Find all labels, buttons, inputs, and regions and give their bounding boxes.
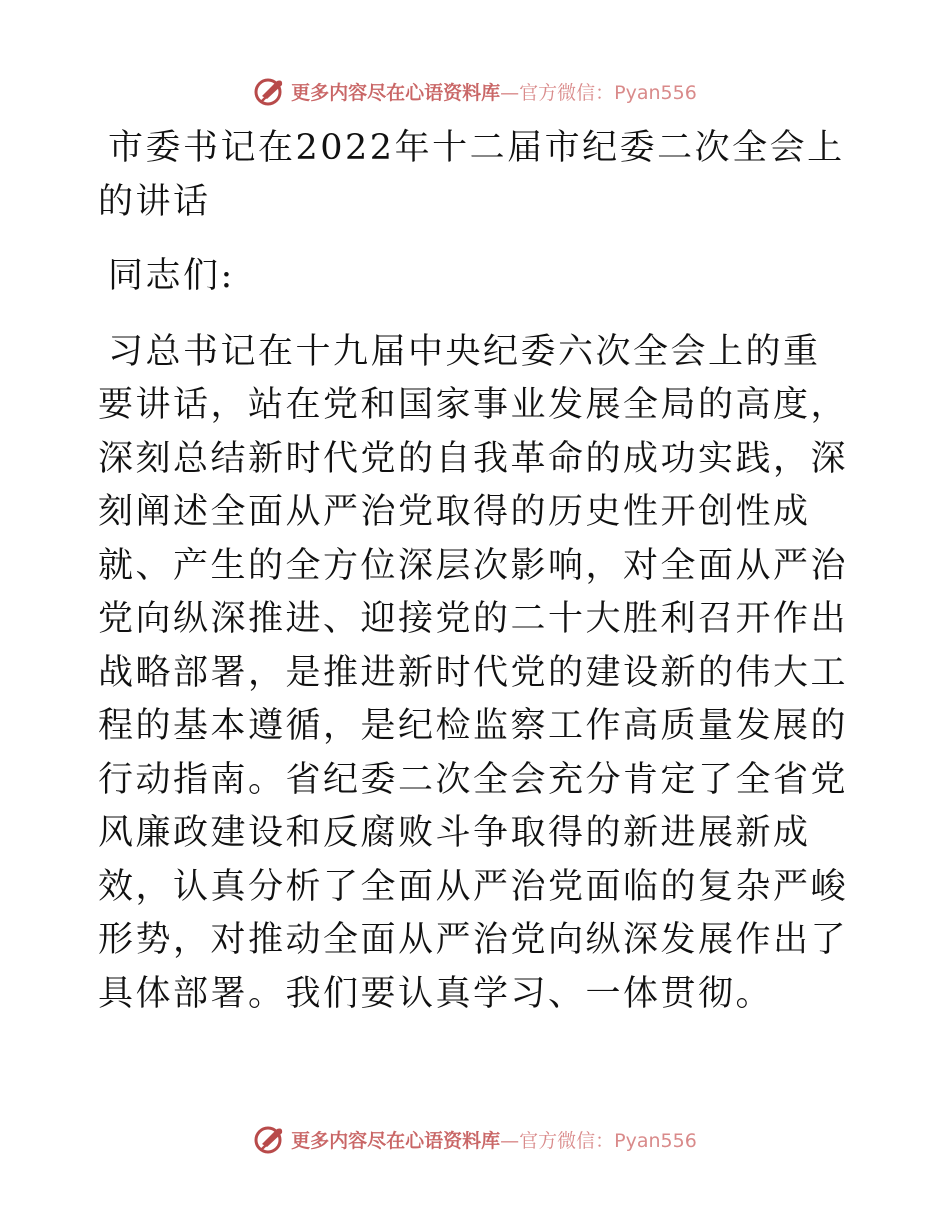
banner-prefix: 更多内容尽在心语资料库 [291, 1129, 501, 1152]
salutation: 同志们: [108, 256, 235, 296]
banner-suffix: —官方微信：Pyan556 [500, 1129, 697, 1152]
feather-pen-logo-icon [253, 74, 287, 108]
document-body [98, 122, 850, 1021]
body-paragraph: 习总书记在十九届中央纪委六次全会上的重要讲话，站在党和国家事业发展全局的高度，深刻总结新时代党的自我革命的成功实践，深刻阐述全面从严治党取得的历史性开创性成就、产生的全方位深层次影响，对全面从严治党向纵深推进、迎接党的二十大胜利召开作出战略部署，是推进新时代党的建设新的伟大工程的基本遵循，是纪检监察工作高质量发展的行动指南。省纪委二次全会充分肯定了全省党风廉政建设和反腐败斗争取得的新进展新成效，认真分析了全面从严治党面临的复杂严峻形势，对推动全面从严治党向纵深发展作出了具体部署。我们要认真学习、一体贯彻。 [98, 331, 849, 1014]
banner-suffix: —官方微信：Pyan556 [500, 81, 697, 104]
footer-banner [0, 1119, 950, 1159]
document-title: 市委书记在2022年十二届市纪委二次全会上的讲话 [98, 128, 845, 222]
banner-prefix: 更多内容尽在心语资料库 [291, 81, 501, 104]
header-banner [0, 71, 950, 111]
feather-pen-logo-icon [253, 1122, 287, 1156]
